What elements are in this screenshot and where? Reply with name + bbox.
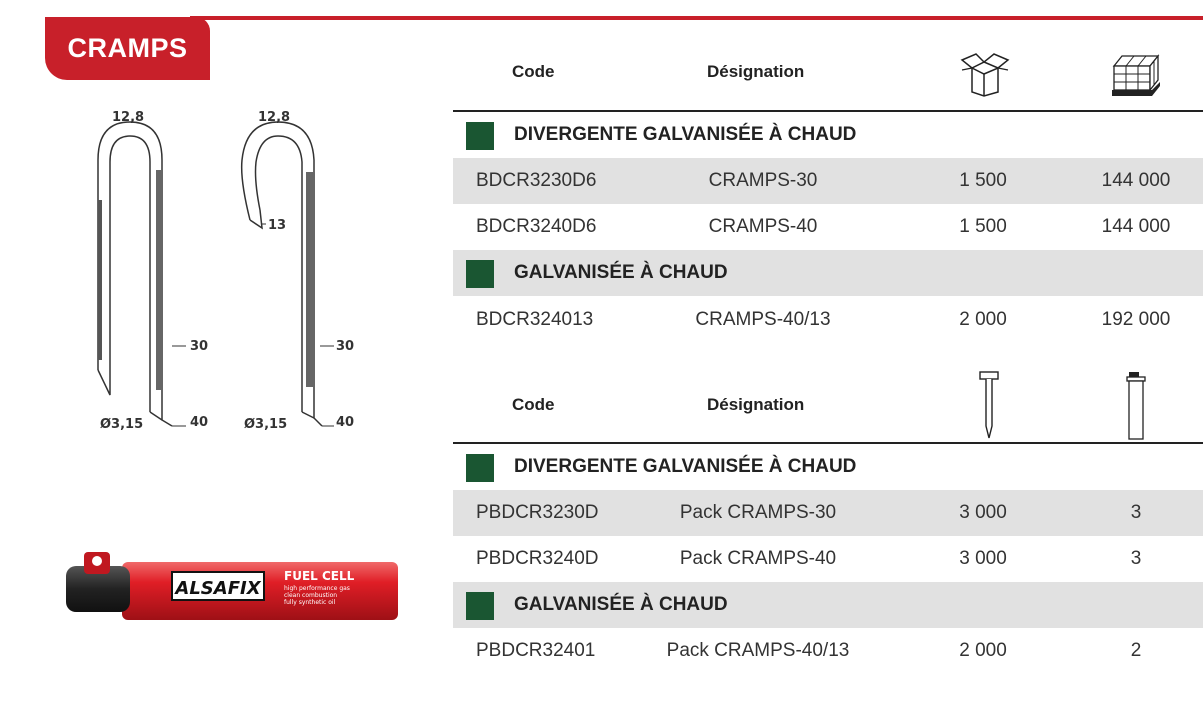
- nail-icon: [978, 370, 1000, 440]
- staple-b-width: 12,8: [258, 110, 291, 125]
- cell-code: PBDCR3240D: [476, 548, 599, 569]
- cell-qty-nails: 3 000: [959, 548, 1007, 569]
- table-row: [453, 536, 1203, 582]
- section-title: DIVERGENTE GALVANISÉE À CHAUD: [514, 124, 857, 145]
- table1-section-galvanisee: [453, 250, 1203, 296]
- staple-a-length-total: 40: [190, 415, 209, 430]
- staple-b-length-mid: 30: [336, 339, 355, 354]
- cell-code: PBDCR3230D: [476, 502, 599, 523]
- table-row: [453, 628, 1203, 674]
- cartridge-product: FUEL CELL: [284, 569, 355, 583]
- staple-drawings: [90, 100, 390, 440]
- table-row: [453, 490, 1203, 536]
- cell-qty-cartridges: 2: [1130, 640, 1142, 661]
- staple-hook-drawing: [242, 122, 334, 426]
- table1-section-divergente: [453, 112, 1203, 158]
- cell-code: BDCR3240D6: [476, 216, 597, 237]
- section-color-swatch: [466, 122, 494, 150]
- page-title: CRAMPS: [67, 33, 188, 63]
- section-title: DIVERGENTE GALVANISÉE À CHAUD: [514, 456, 857, 477]
- table2-col-designation: Désignation: [707, 395, 805, 414]
- cell-qty-box: 1 500: [959, 170, 1007, 191]
- cell-qty-box: 1 500: [959, 216, 1007, 237]
- staple-b-length-total: 40: [336, 415, 355, 430]
- cartridge-line2: clean combustion: [284, 592, 338, 599]
- cell-code: BDCR324013: [476, 309, 594, 330]
- staple-b-hook: 13: [268, 218, 287, 233]
- cell-qty-pallet: 144 000: [1101, 216, 1171, 237]
- section-title: GALVANISÉE À CHAUD: [514, 262, 728, 283]
- table2-section-galvanisee: [453, 582, 1203, 628]
- staple-u-drawing: [90, 120, 186, 426]
- cell-designation: CRAMPS-40/13: [695, 309, 831, 330]
- box-icon: [958, 48, 1010, 98]
- cartridge-line3: fully synthetic oil: [284, 599, 336, 606]
- cell-qty-box: 2 000: [959, 309, 1007, 330]
- staple-b-diameter: Ø3,15: [244, 417, 288, 432]
- table1-col-designation: Désignation: [707, 62, 805, 81]
- cell-code: PBDCR32401: [476, 640, 596, 661]
- cell-designation: Pack CRAMPS-40/13: [666, 640, 850, 661]
- table-row: [453, 204, 1203, 250]
- table1-col-code: Code: [512, 62, 555, 81]
- cartridge-line1: high performance gas: [284, 585, 350, 592]
- header-accent-line: [190, 16, 1203, 20]
- section-color-swatch: [466, 260, 494, 288]
- cell-qty-pallet: 144 000: [1101, 170, 1171, 191]
- table2-col-code: Code: [512, 395, 555, 414]
- cell-designation: Pack CRAMPS-40: [679, 548, 837, 569]
- cell-qty-cartridges: 3: [1130, 548, 1142, 569]
- cell-qty-nails: 2 000: [959, 640, 1007, 661]
- table-row: [453, 297, 1203, 343]
- fuel-cell-cartridge: [62, 548, 402, 628]
- staple-a-width: 12,8: [112, 110, 145, 125]
- pallet-icon: [1108, 52, 1162, 98]
- staple-a-diameter: Ø3,15: [100, 417, 144, 432]
- cell-qty-pallet: 192 000: [1101, 309, 1171, 330]
- cell-qty-nails: 3 000: [959, 502, 1007, 523]
- cell-code: BDCR3230D6: [476, 170, 597, 191]
- section-title: GALVANISÉE À CHAUD: [514, 594, 728, 615]
- cartridge-brand: ALSAFIX: [175, 578, 261, 599]
- cell-designation: Pack CRAMPS-30: [679, 502, 837, 523]
- gas-cartridge-icon: [1124, 370, 1148, 442]
- staple-a-length-mid: 30: [190, 339, 209, 354]
- table2-section-divergente: [453, 444, 1203, 490]
- section-color-swatch: [466, 454, 494, 482]
- section-color-swatch: [466, 592, 494, 620]
- table-row: [453, 158, 1203, 204]
- cell-designation: CRAMPS-30: [708, 170, 818, 191]
- cell-qty-cartridges: 3: [1130, 502, 1142, 523]
- cell-designation: CRAMPS-40: [708, 216, 818, 237]
